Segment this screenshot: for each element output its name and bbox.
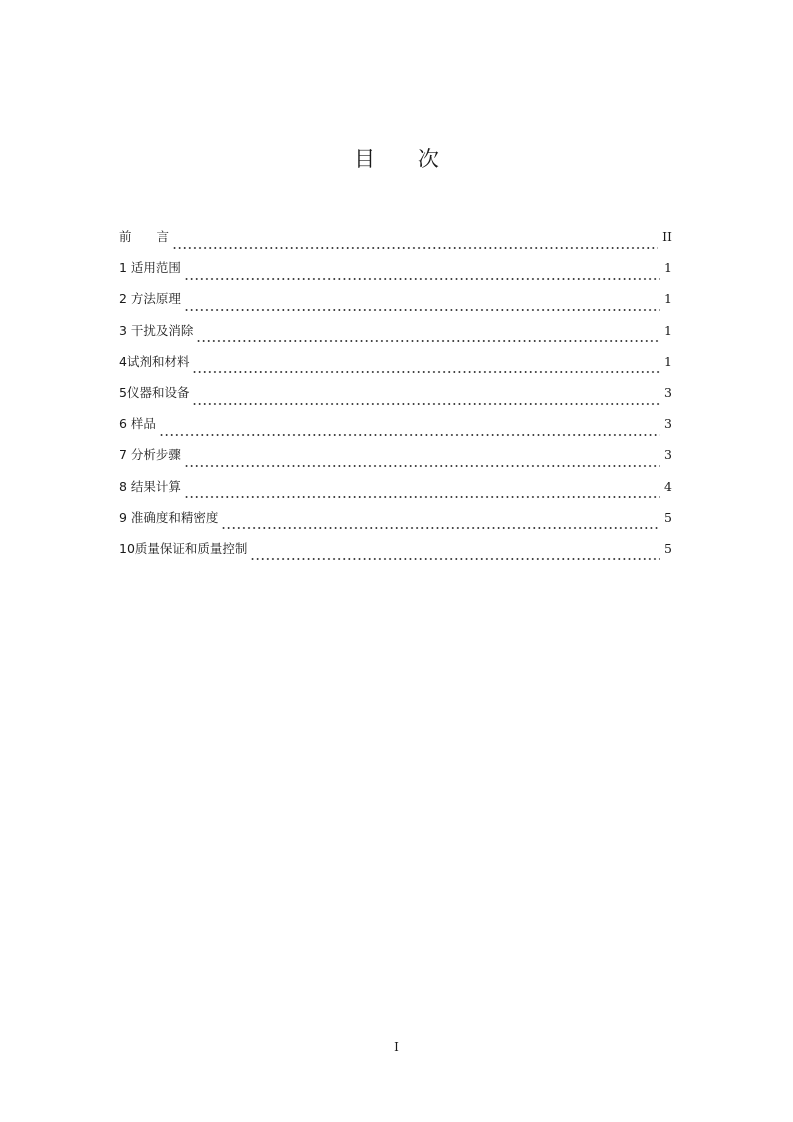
toc-entry[interactable] (119, 507, 672, 538)
toc-entry-page: 5 (664, 540, 672, 556)
toc-entry-page: 5 (664, 509, 672, 525)
toc-leader-dots (172, 237, 658, 251)
toc-entry-label: 5仪器和设备 (119, 384, 190, 400)
toc-entry[interactable] (119, 538, 672, 569)
toc-leader-dots (221, 517, 660, 531)
toc-entry[interactable] (119, 288, 672, 319)
toc-entry-label: 2 方法原理 (119, 291, 181, 307)
toc-entry-page: 1 (664, 353, 672, 369)
toc-entry-label: 6 样品 (119, 416, 156, 432)
toc-entry-page: 3 (664, 384, 672, 400)
toc-leader-dots (184, 455, 660, 469)
toc-entry-page: II (662, 229, 672, 244)
toc-entry-page: 1 (664, 260, 672, 276)
toc-entry-page: 1 (664, 322, 672, 338)
toc-entry[interactable] (119, 320, 672, 351)
toc-entry[interactable] (119, 476, 672, 507)
table-of-contents (119, 226, 672, 569)
toc-leader-dots (184, 486, 660, 500)
toc-entry-label: 前 言 (119, 229, 170, 244)
toc-leader-dots (196, 330, 660, 344)
toc-entry[interactable] (119, 257, 672, 288)
toc-entry-page: 3 (664, 447, 672, 463)
toc-entry[interactable] (119, 382, 672, 413)
toc-leader-dots (192, 361, 660, 375)
toc-leader-dots (184, 268, 660, 282)
toc-leader-dots (250, 548, 660, 562)
toc-entry-label: 9 准确度和精密度 (119, 509, 219, 525)
toc-entry-label: 8 结果计算 (119, 478, 181, 494)
toc-entry-page: 4 (664, 478, 672, 494)
toc-leader-dots (184, 299, 660, 313)
toc-entry-label: 4试剂和材料 (119, 353, 190, 369)
toc-entry[interactable] (119, 444, 672, 475)
toc-leader-dots (192, 393, 660, 407)
toc-entry-page: 1 (664, 291, 672, 307)
toc-entry-label: 7 分析步骤 (119, 447, 181, 463)
page-title: 目 次 (354, 147, 457, 171)
toc-entry-label: 10质量保证和质量控制 (119, 540, 248, 556)
toc-leader-dots (159, 424, 660, 438)
toc-entry-page: 3 (664, 416, 672, 432)
page-number: I (394, 1040, 399, 1054)
toc-entry-label: 1 适用范围 (119, 260, 181, 276)
toc-entry[interactable] (119, 413, 672, 444)
toc-entry[interactable] (119, 226, 672, 257)
toc-entry-label: 3 干扰及消除 (119, 322, 194, 338)
toc-entry[interactable] (119, 351, 672, 382)
